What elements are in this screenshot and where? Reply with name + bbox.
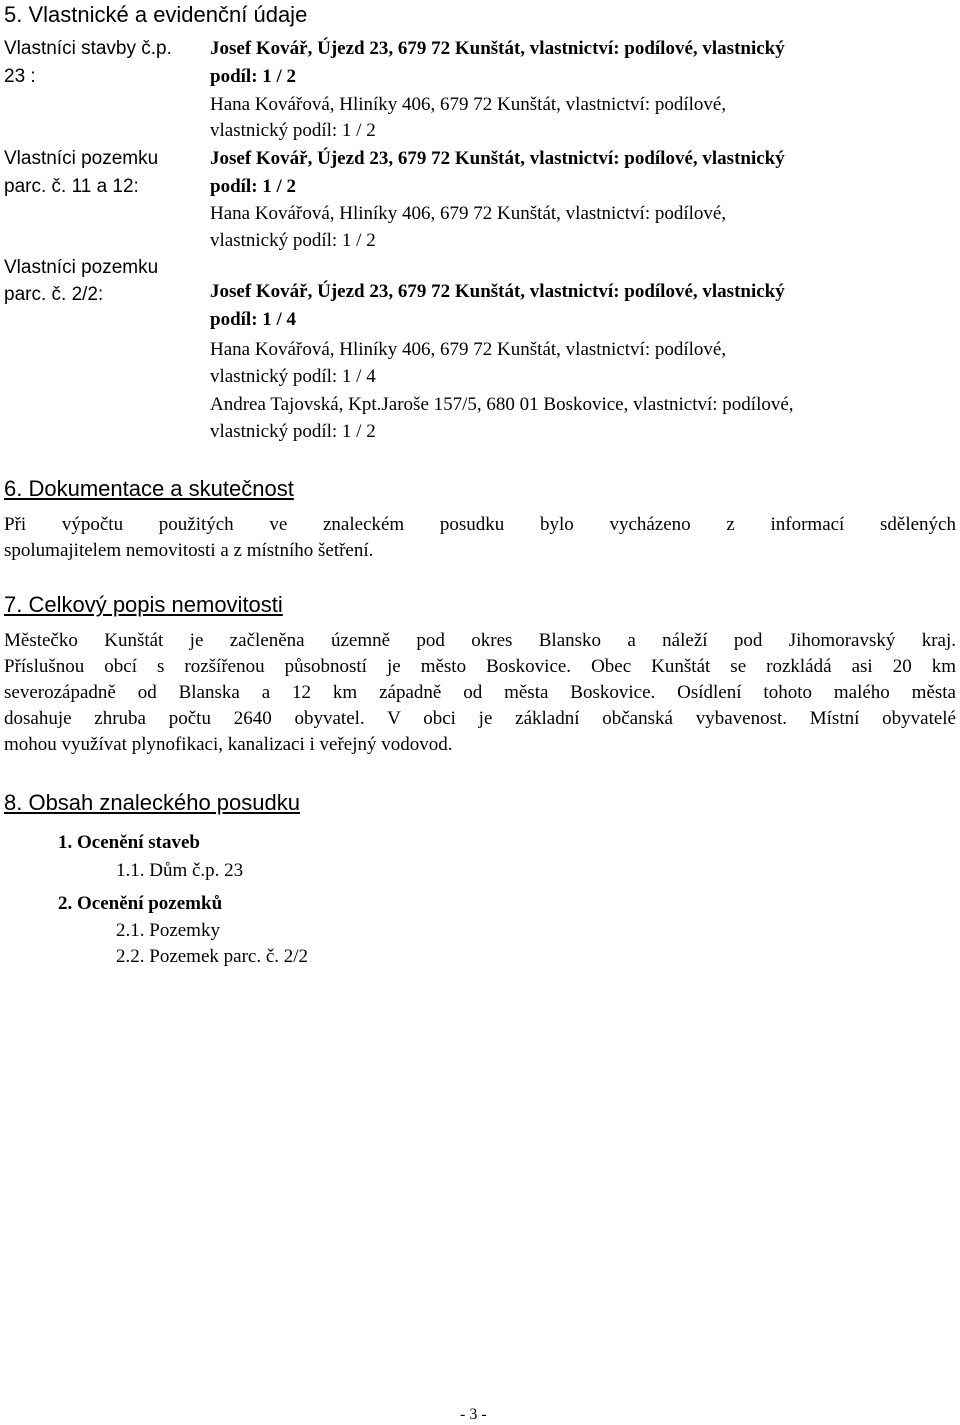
toc-group-title: 2. Ocenění pozemků	[58, 893, 223, 914]
owner-entry-line: Hana Kovářová, Hliníky 406, 679 72 Kunštát, vlastnictví: podílové,	[210, 339, 727, 360]
owner-entry-line: Josef Kovář, Újezd 23, 679 72 Kunštát, vlastnictví: podílové, vlastnický	[210, 148, 785, 169]
owners-land-2-2-label-line2: parc. č. 2/2:	[4, 284, 104, 305]
owner-entry-line: Josef Kovář, Újezd 23, 679 72 Kunštát, vlastnictví: podílové, vlastnický	[210, 38, 785, 59]
owner-entry-line: vlastnický podíl: 1 / 4	[210, 366, 376, 387]
owner-entry-line: Hana Kovářová, Hliníky 406, 679 72 Kunštát, vlastnictví: podílové,	[210, 94, 727, 115]
paragraph-line: dosahuje zhruba počtu 2640 obyvatel. V obci je základní občanská vybavenost. Místní obyvatelé	[4, 708, 956, 729]
section-5-heading: 5. Vlastnické a evidenční údaje	[4, 2, 308, 27]
paragraph-line: spolumajitelem nemovitosti a z místního šetření.	[4, 540, 374, 561]
owner-entry-line: vlastnický podíl: 1 / 2	[210, 421, 376, 442]
toc-item: 1.1. Dům č.p. 23	[116, 860, 244, 881]
section-8-heading: 8. Obsah znaleckého posudku	[4, 790, 300, 815]
owner-entry-line: podíl: 1 / 4	[210, 309, 297, 330]
owner-entry-line: Hana Kovářová, Hliníky 406, 679 72 Kunštát, vlastnictví: podílové,	[210, 203, 727, 224]
owner-entry-line: podíl: 1 / 2	[210, 176, 297, 197]
owners-building-label-line1: Vlastníci stavby č.p.	[4, 38, 172, 59]
owners-building-label-line2: 23 :	[4, 66, 36, 87]
section-6-paragraph	[4, 512, 956, 564]
owner-entry-line: podíl: 1 / 2	[210, 66, 297, 87]
paragraph-line: Při výpočtu použitých ve znaleckém posudku bylo vycházeno z informací sdělených	[4, 514, 956, 535]
owner-entry-line: vlastnický podíl: 1 / 2	[210, 120, 376, 141]
paragraph-line: severozápadně od Blanska a 12 km západně od města Boskovice. Osídlení tohoto malého města	[4, 682, 956, 703]
owners-land-2-2-label-line1: Vlastníci pozemku	[4, 257, 159, 278]
owner-entry-line: vlastnický podíl: 1 / 2	[210, 230, 376, 251]
toc-group-title: 1. Ocenění staveb	[58, 832, 200, 853]
owner-entry-line: Josef Kovář, Újezd 23, 679 72 Kunštát, vlastnictví: podílové, vlastnický	[210, 281, 785, 302]
page-number: - 3 -	[460, 1406, 487, 1423]
section-6-heading: 6. Dokumentace a skutečnost	[4, 476, 294, 501]
paragraph-line: Městečko Kunštát je začleněna územně pod okres Blansko a náleží pod Jihomoravský kraj.	[4, 630, 956, 651]
owner-entry-line: Andrea Tajovská, Kpt.Jaroše 157/5, 680 01 Boskovice, vlastnictví: podílové,	[210, 394, 794, 415]
paragraph-line: Příslušnou obcí s rozšířenou působností je město Boskovice. Obec Kunštát se rozkládá asi 20 km	[4, 656, 956, 677]
toc-item: 2.1. Pozemky	[116, 920, 220, 941]
toc-item: 2.2. Pozemek parc. č. 2/2	[116, 946, 309, 967]
section-7-paragraph	[4, 628, 956, 758]
owners-land-11-12-label-line2: parc. č. 11 a 12:	[4, 176, 139, 197]
owners-land-11-12-label-line1: Vlastníci pozemku	[4, 148, 159, 169]
section-7-heading: 7. Celkový popis nemovitosti	[4, 592, 283, 617]
paragraph-line: mohou využívat plynofikaci, kanalizaci i veřejný vodovod.	[4, 734, 453, 755]
